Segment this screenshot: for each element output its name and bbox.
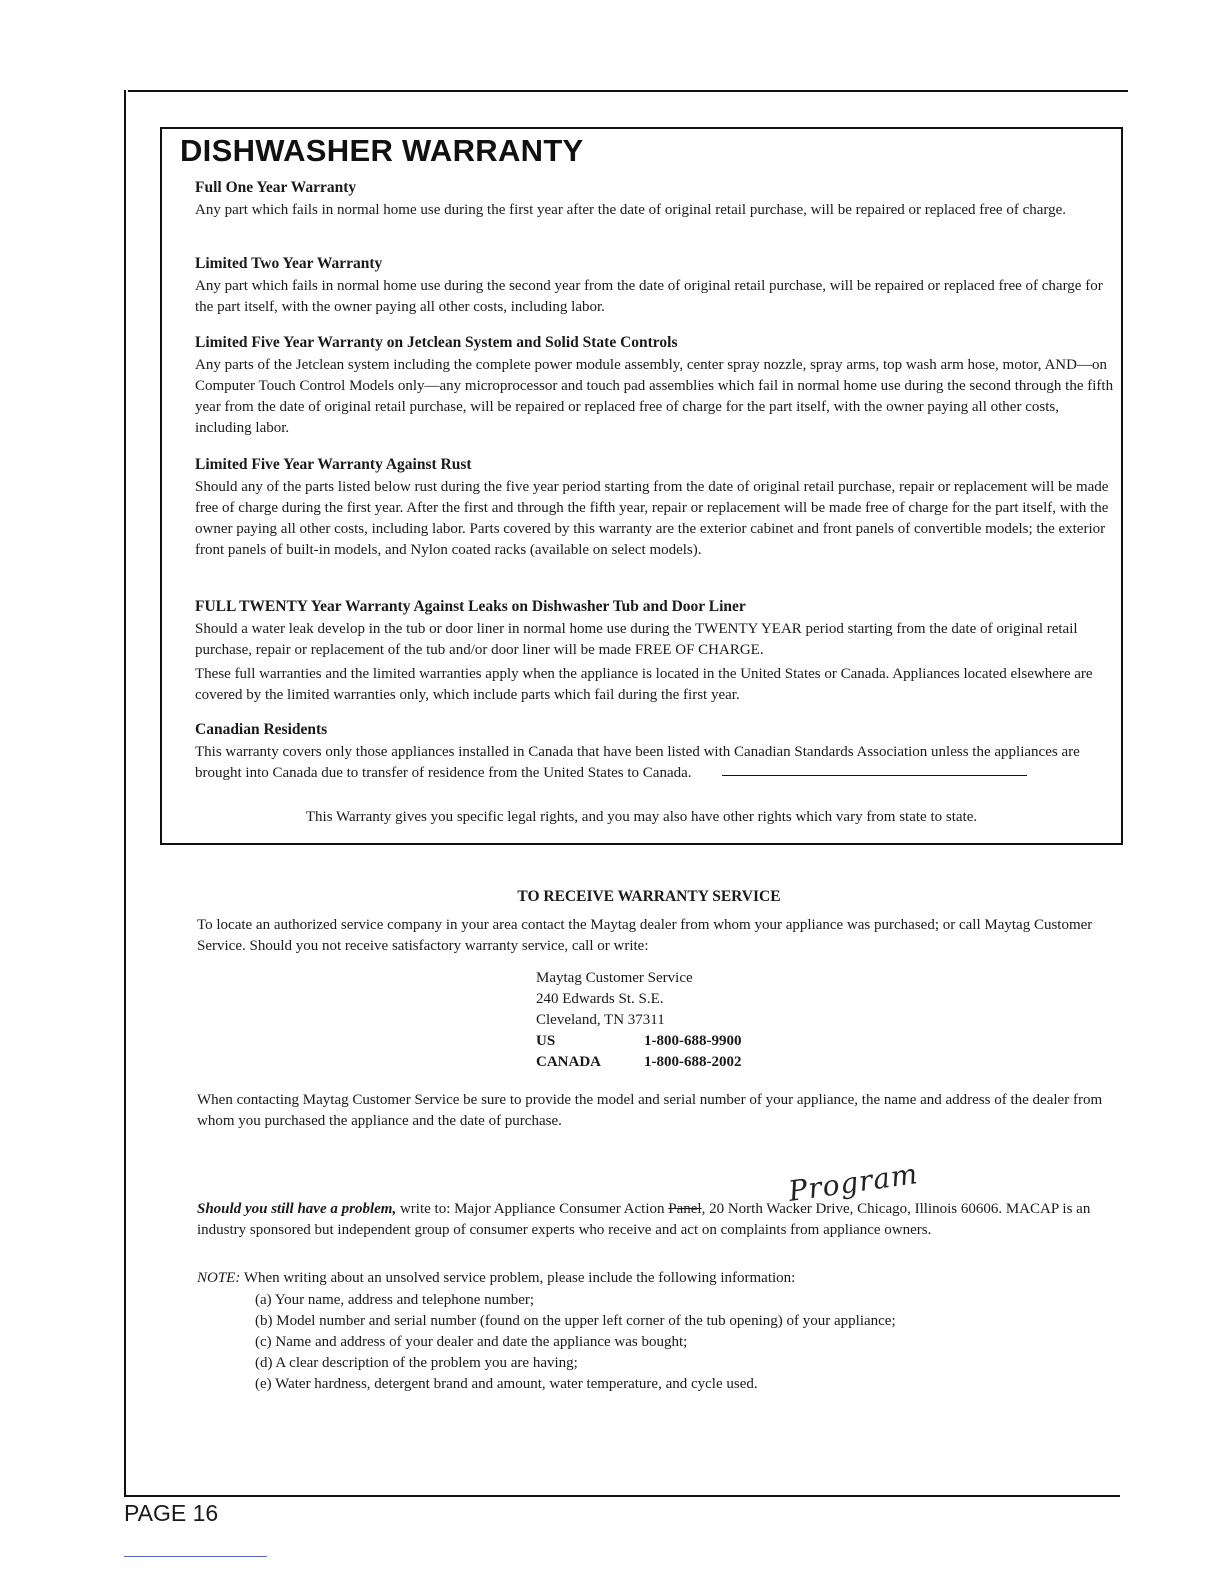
us-phone: 1-800-688-9900 [644,1033,742,1049]
problem-text-a: write to: Major Appliance Consumer Action [396,1201,669,1217]
handwritten-correction: Program [786,1157,921,1208]
problem-paragraph [197,1199,1097,1241]
service-intro: To locate an authorized service company in your area contact the Maytag dealer from whom your appliance was purchased; or call Maytag Customer Service. Should you not receive satisfactory warranty service, call or write: [197,917,1093,954]
section-text-2: These full warranties and the limited warranties apply when the appliance is located in the United States or Canada. Appliances located elsewhere are covered by the limited warranties only, which include parts which fail during the first year. [195,666,1093,703]
struck-word: Panel [668,1201,702,1217]
section-heading: Canadian Residents [195,721,328,738]
note-intro [197,1268,1097,1289]
section-rust [195,454,1115,561]
list-item: (c) Name and address of your dealer and date the appliance was bought; [255,1334,688,1350]
section-heading: Limited Two Year Warranty [195,255,383,272]
service-address [536,968,742,1073]
problem-lead: Should you still have a problem, [197,1201,397,1217]
address-line: Cleveland, TN 37311 [536,1012,665,1028]
us-label: US [536,1033,556,1049]
section-limited-two-year [195,253,1115,318]
section-text: Any part which fails in normal home use during the first year after the date of original retail purchase, will be repaired or replaced free of charge. [195,202,1067,218]
section-text: Should a water leak develop in the tub or door liner in normal home use during the TWENTY YEAR period starting from the date of original retail purchase, repair or replacement of the tub and/or door liner will be made FREE OF CHARGE. [195,621,1078,658]
canada-phone: 1-800-688-2002 [644,1054,742,1070]
page-title: DISHWASHER WARRANTY [180,133,584,168]
section-heading: Limited Five Year Warranty Against Rust [195,456,472,473]
section-twenty-year [195,596,1115,706]
problem-text-b: , 20 North Wacker Drive, Chicago, Illinois 60606. MACAP is an industry sponsored but independent group of consumer experts who receive and act on complaints from appliance owners. [197,1201,1091,1238]
contact-note: When contacting Maytag Customer Service be sure to provide the model and serial number of your appliance, the name and address of the dealer from whom you purchased the appliance and the date of purchase. [197,1092,1103,1129]
legal-notice: This Warranty gives you specific legal rights, and you may also have other rights which vary from state to state. [305,809,978,825]
left-rule [124,90,126,1496]
note-label: NOTE: [197,1270,241,1286]
canada-label: CANADA [536,1054,601,1070]
bottom-rule [124,1495,1120,1497]
section-jetclean [195,332,1115,439]
list-item: (a) Your name, address and telephone number; [255,1292,535,1308]
section-full-one-year [195,177,1115,221]
section-heading: Full One Year Warranty [195,179,357,196]
address-line: Maytag Customer Service [536,970,693,986]
warranty-box [160,127,1123,845]
section-text: Any parts of the Jetclean system including the complete power module assembly, center spray nozzle, spray arms, top wash arm hose, motor, AND—on Computer Touch Control Models only—any microprocessor and touch pad assemblies which fail in normal home use during the second through the fifth year from the date of original retail purchase, will be repaired or replaced free of charge for the part itself, with the owner paying all other costs, including labor. [195,357,1114,436]
page-number: PAGE 16 [124,1500,219,1526]
note-list [255,1290,896,1395]
section-heading: FULL TWENTY Year Warranty Against Leaks on Dishwasher Tub and Door Liner [195,598,746,615]
us-phone-row [536,1031,742,1052]
address-line: 240 Edwards St. S.E. [536,991,664,1007]
canada-phone-row [536,1052,742,1073]
service-heading: TO RECEIVE WARRANTY SERVICE [517,888,781,905]
top-rule [128,90,1128,92]
list-item: (d) A clear description of the problem you are having; [255,1355,578,1371]
section-text: This warranty covers only those appliances installed in Canada that have been listed with Canadian Standards Association unless the appliances are brought into Canada due to transfer of residence from the United States to Canada. [195,744,1080,781]
note-text: When writing about an unsolved service problem, please include the following information: [240,1270,796,1286]
section-text: Should any of the parts listed below rust during the five year period starting from the date of original retail purchase, repair or replacement will be made free of charge during the first year. After the first and through the fifth year, repair or replacement will be made free of charge for the part itself, with the owner paying all other costs, including labor. Parts covered by this warranty are the exterior cabinet and front panels of convertible models; the exterior front panels of built-in models, and Nylon coated racks (available on select models). [195,479,1109,558]
section-text: Any part which fails in normal home use during the second year from the date of original retail purchase, will be repaired or replaced free of charge for the part itself, with the owner paying all other costs, including labor. [195,278,1103,315]
divider [722,775,1027,776]
footer-blue-line [124,1556,267,1557]
list-item: (b) Model number and serial number (found on the upper left corner of the tub opening) of your appliance; [255,1313,896,1329]
section-heading: Limited Five Year Warranty on Jetclean System and Solid State Controls [195,334,678,351]
list-item: (e) Water hardness, detergent brand and amount, water temperature, and cycle used. [255,1376,758,1392]
